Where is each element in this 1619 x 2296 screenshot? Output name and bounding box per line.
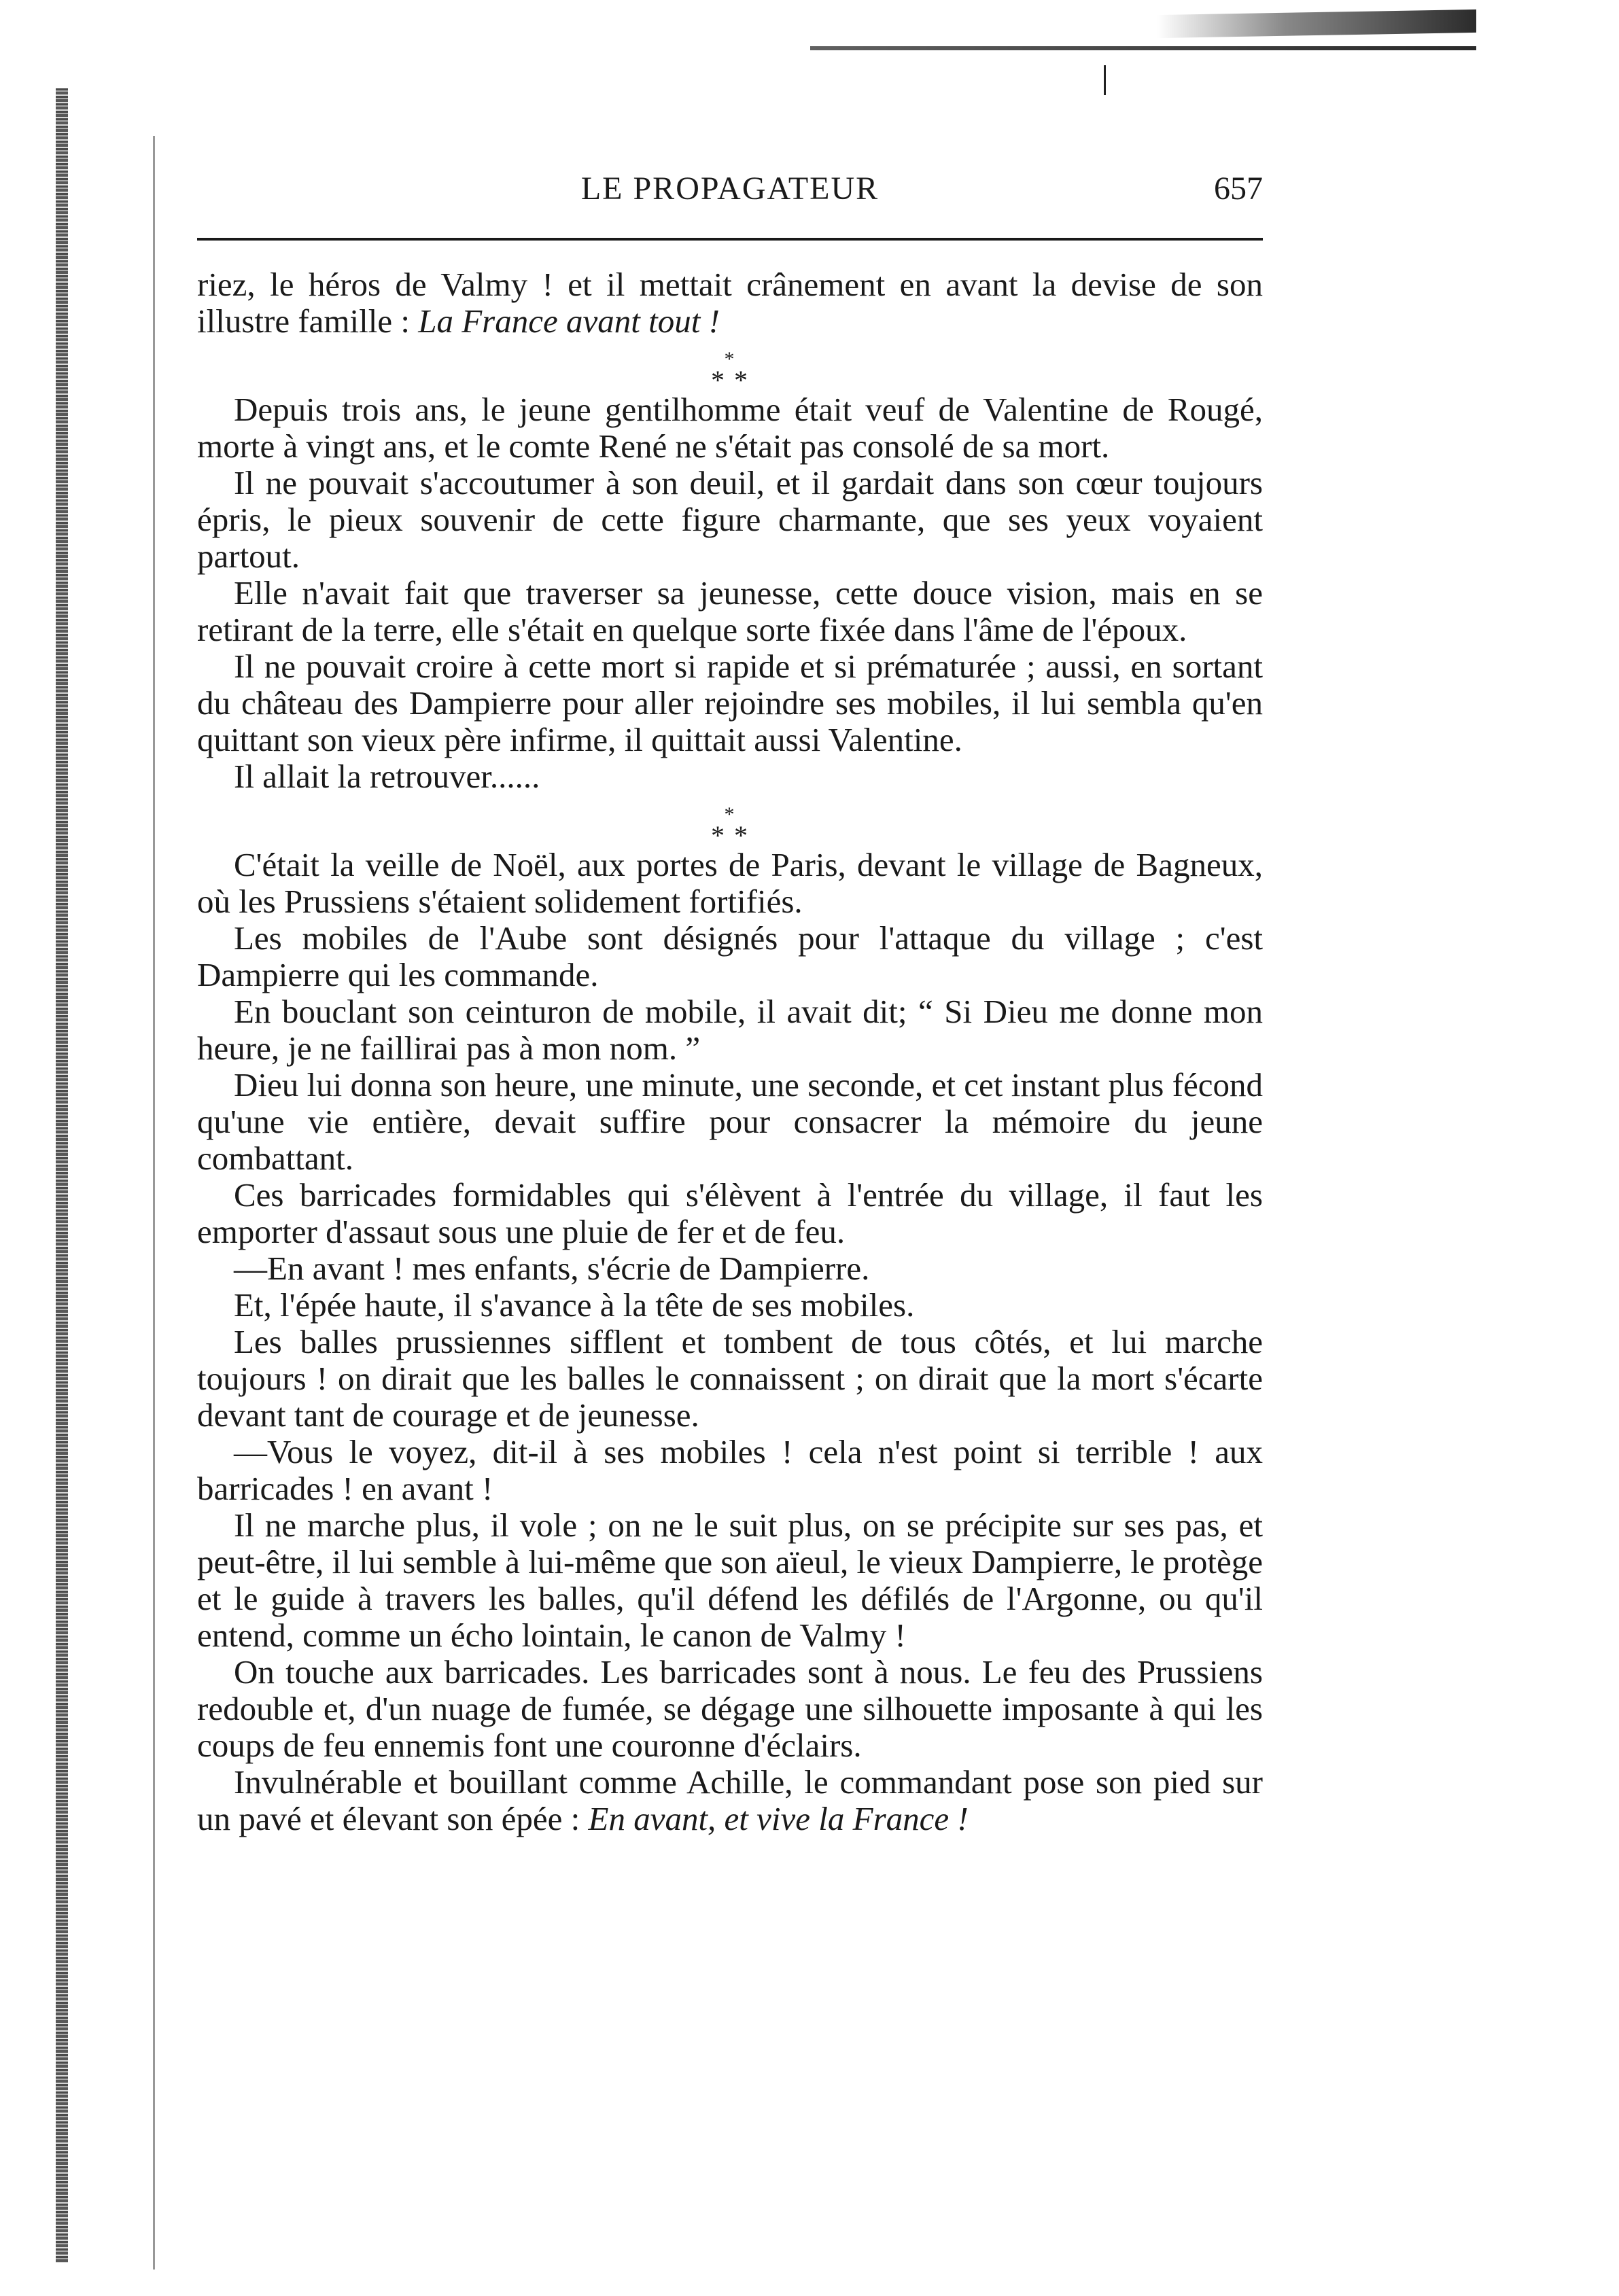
paragraph: Il allait la retrouver...... xyxy=(234,758,540,795)
paragraph: riez, le héros de Valmy ! et il mettait crânement en avant la devise de son illustre famille : La France avant tout ! xyxy=(197,266,1263,340)
paragraph: —Vous le voyez, dit-il à ses mobiles ! cela n'est point si terrible ! aux barricades ! en avant ! xyxy=(197,1433,1263,1507)
article-body xyxy=(197,266,1263,1837)
paragraph: Depuis trois ans, le jeune gentilhomme était veuf de Valentine de Rougé, morte à vingt ans, et le comte René ne s'était pas consolé de sa mort. xyxy=(197,391,1263,465)
paragraph: C'était la veille de Noël, aux portes de Paris, devant le village de Bagneux, où les Prussiens s'étaient solidement fortifiés. xyxy=(197,846,1263,920)
paragraph: Les balles prussiennes sifflent et tombent de tous côtés, et lui marche toujours ! on dirait que les balles le connaissent ; on dirait que la mort s'écarte devant tant de courage et de jeunesse. xyxy=(197,1323,1263,1434)
scan-artefact-line xyxy=(810,46,1476,50)
paragraph: Et, l'épée haute, il s'avance à la tête de ses mobiles. xyxy=(234,1286,915,1324)
paragraph: Il ne marche plus, il vole ; on ne le suit plus, on se précipite sur ses pas, et peut-être, il lui semble à lui-même que son aïeul, le vieux Dampierre, le protège et le guide à travers les balles, qu'il défend les défilés de l'Argonne, ou qu'il entend, comme un écho lointain, le canon de Valmy ! xyxy=(197,1506,1263,1654)
paragraph: Il ne pouvait s'accoutumer à son deuil, et il gardait dans son cœur toujours épris, le pieux souvenir de cette figure charmante, que ses yeux voyaient partout. xyxy=(197,464,1263,575)
page-header xyxy=(197,158,1263,212)
running-title: LE PROPAGATEUR xyxy=(580,171,880,207)
paragraph: Elle n'avait fait que traverser sa jeunesse, cette douce vision, mais en se retirant de la terre, elle s'était en quelque sorte fixée dans l'âme de l'époux. xyxy=(197,574,1263,648)
scan-tick-mark xyxy=(1104,65,1106,95)
battle-cry: En avant, et vive la France ! xyxy=(588,1800,969,1837)
paragraph: Invulnérable et bouillant comme Achille, le commandant pose son pied sur un pavé et élevant son épée : En avant, et vive la France ! xyxy=(197,1763,1263,1837)
paragraph: Il ne pouvait croire à cette mort si rapide et si prématurée ; aussi, en sortant du château des Dampierre pour aller rejoindre ses mobiles, il lui sembla qu'en quittant son vieux père infirme, il quittait aussi Valentine. xyxy=(197,648,1263,758)
scan-artefact xyxy=(810,12,1476,53)
paragraph: Dieu lui donna son heure, une minute, une seconde, et cet instant plus fécond qu'une vie entière, devait suffire pour consacrer la mémoire du jeune combattant. xyxy=(197,1066,1263,1177)
paragraph: —En avant ! mes enfants, s'écrie de Dampierre. xyxy=(234,1250,870,1287)
paragraph: On touche aux barricades. Les barricades sont à nous. Le feu des Prussiens redouble et, d'un nuage de fumée, se dégage une silhouette imposante à qui les coups de feu ennemis font une couronne d'éclairs. xyxy=(197,1653,1263,1764)
section-asterism: * * * xyxy=(711,803,749,851)
motto: La France avant tout ! xyxy=(418,302,720,340)
section-asterism: * * * xyxy=(711,348,749,395)
paragraph: En bouclant son ceinturon de mobile, il avait dit; “ Si Dieu me donne mon heure, je ne faillirai pas à mon nom. ” xyxy=(197,993,1263,1067)
binding-gutter xyxy=(56,88,68,2263)
page-number: 657 xyxy=(1214,171,1263,207)
header-rule xyxy=(197,238,1263,241)
page-edge-line xyxy=(153,136,155,2269)
scan-artefact-smear xyxy=(1157,10,1476,38)
paragraph: Ces barricades formidables qui s'élèvent à l'entrée du village, il faut les emporter d'assaut sous une pluie de fer et de feu. xyxy=(197,1176,1263,1250)
paragraph: Les mobiles de l'Aube sont désignés pour l'attaque du village ; c'est Dampierre qui les commande. xyxy=(197,919,1263,993)
